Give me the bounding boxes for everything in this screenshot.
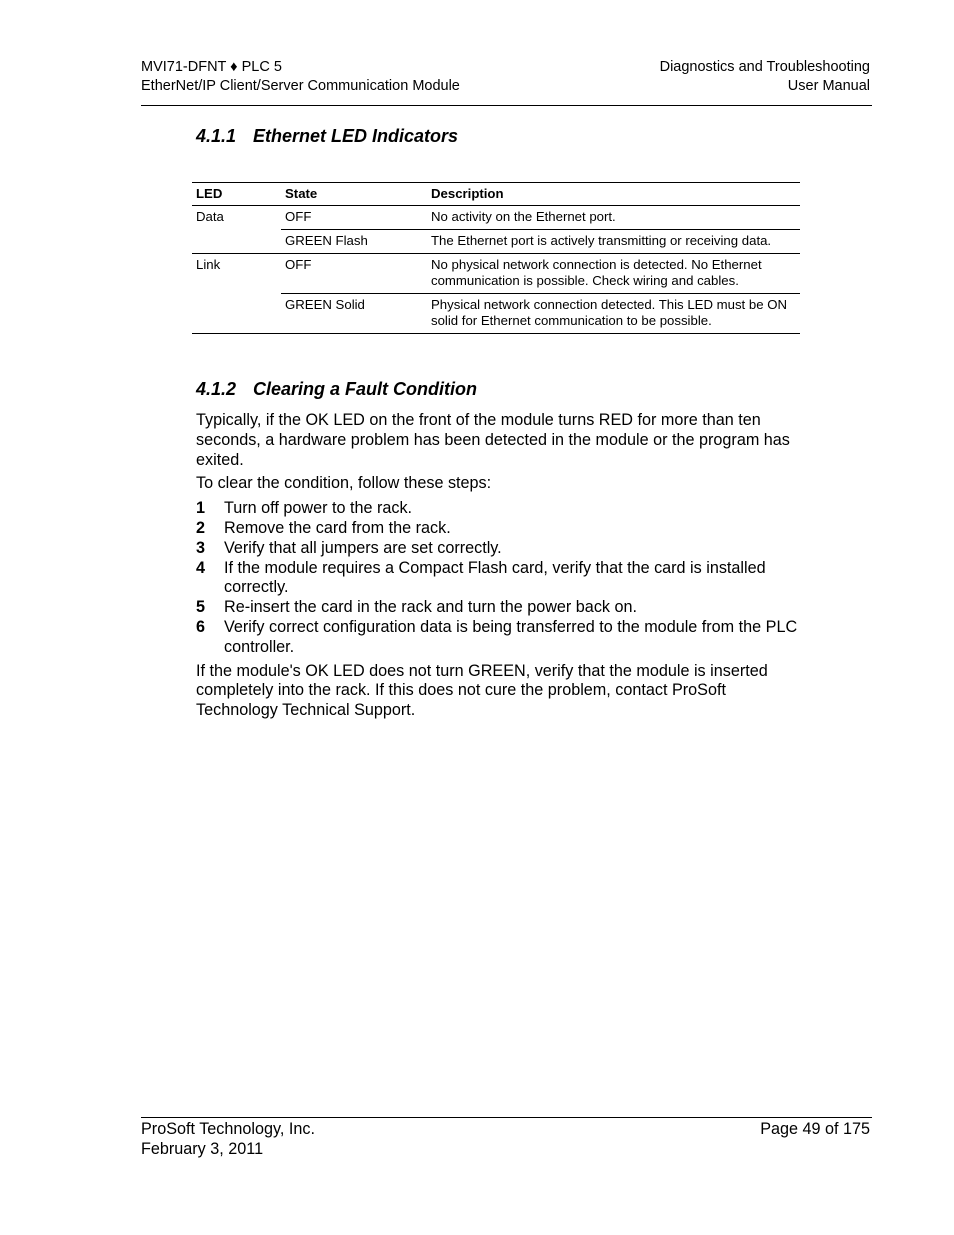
page-number: Page 49 of 175 bbox=[760, 1120, 870, 1138]
footer-divider bbox=[141, 1117, 872, 1118]
step-number: 2 bbox=[196, 518, 206, 537]
cell-state: OFF bbox=[285, 209, 312, 224]
step-number: 6 bbox=[196, 617, 206, 636]
step-text: Verify correct configuration data is being transferred to the module from the PLC controller. bbox=[224, 617, 798, 656]
step-number: 1 bbox=[196, 499, 206, 518]
step-number: 3 bbox=[196, 538, 206, 557]
intro-paragraph: Typically, if the OK LED on the front of the module turns RED for more than ten seconds, a hardware problem has been detected in the module or the program has exited. bbox=[196, 411, 790, 469]
section-heading-clearing-fault bbox=[196, 379, 477, 400]
section-title: Clearing a Fault Condition bbox=[253, 379, 477, 399]
cell-state: GREEN Solid bbox=[281, 294, 427, 334]
step-text: Turn off power to the rack. bbox=[224, 499, 413, 518]
step-number: 4 bbox=[196, 558, 206, 577]
cell-led bbox=[192, 294, 281, 334]
header-module: EtherNet/IP Client/Server Communication Module bbox=[141, 78, 460, 94]
header-product: MVI71-DFNT ♦ PLC 5 bbox=[141, 59, 282, 75]
steps-list bbox=[196, 499, 806, 657]
header-left bbox=[141, 58, 460, 96]
column-header-led: LED bbox=[192, 183, 281, 206]
cell-description: Physical network connection detected. This LED must be ON solid for Ethernet communication to be possible. bbox=[427, 294, 800, 334]
section-heading-ethernet-led bbox=[196, 126, 458, 147]
cell-led: Link bbox=[192, 254, 281, 294]
header-right bbox=[660, 58, 870, 96]
section-number: 4.1.2 bbox=[196, 379, 237, 399]
table-header-row bbox=[192, 183, 800, 206]
footer-date: February 3, 2011 bbox=[141, 1139, 264, 1158]
step-text: Re-insert the card in the rack and turn the power back on. bbox=[224, 598, 638, 617]
table-row bbox=[192, 230, 800, 254]
cell-led bbox=[192, 230, 281, 254]
header-doc-type: User Manual bbox=[787, 78, 870, 94]
led-indicator-table bbox=[192, 182, 800, 334]
closing-paragraph: If the module's OK LED does not turn GREEN, verify that the module is inserted completely into the rack. If this does not cure the problem, contact ProSoft Technology Technical Support. bbox=[196, 661, 768, 720]
cell-description: No activity on the Ethernet port. bbox=[431, 209, 616, 224]
cell-description: No physical network connection is detected. No Ethernet communication is possible. Check wiring and cables. bbox=[427, 254, 800, 294]
header-chapter: Diagnostics and Troubleshooting bbox=[659, 59, 870, 75]
cell-state: OFF bbox=[281, 254, 427, 294]
cell-state: GREEN Flash bbox=[281, 230, 427, 254]
list-item bbox=[196, 618, 806, 658]
column-header-state: State bbox=[281, 183, 427, 206]
list-item bbox=[196, 559, 806, 599]
fault-section-body bbox=[196, 411, 806, 721]
list-item bbox=[196, 519, 806, 539]
step-text: If the module requires a Compact Flash card, verify that the card is installed correctly. bbox=[224, 558, 766, 597]
footer-left bbox=[141, 1120, 315, 1160]
table-row bbox=[192, 254, 800, 294]
header-divider bbox=[141, 105, 872, 106]
section-title: Ethernet LED Indicators bbox=[253, 126, 459, 146]
list-item bbox=[196, 539, 806, 559]
cell-description: The Ethernet port is actively transmitting or receiving data. bbox=[427, 230, 800, 254]
footer-company: ProSoft Technology, Inc. bbox=[141, 1120, 315, 1138]
list-item bbox=[196, 598, 806, 618]
section-number: 4.1.1 bbox=[196, 126, 237, 146]
steps-intro: To clear the condition, follow these steps: bbox=[196, 474, 492, 493]
cell-led: Data bbox=[196, 209, 224, 224]
column-header-description: Description bbox=[427, 183, 800, 206]
list-item bbox=[196, 499, 806, 519]
step-number: 5 bbox=[196, 598, 206, 617]
table-row bbox=[192, 294, 800, 334]
step-text: Remove the card from the rack. bbox=[224, 518, 451, 537]
table-row bbox=[192, 206, 800, 230]
step-text: Verify that all jumpers are set correctly. bbox=[224, 538, 502, 557]
